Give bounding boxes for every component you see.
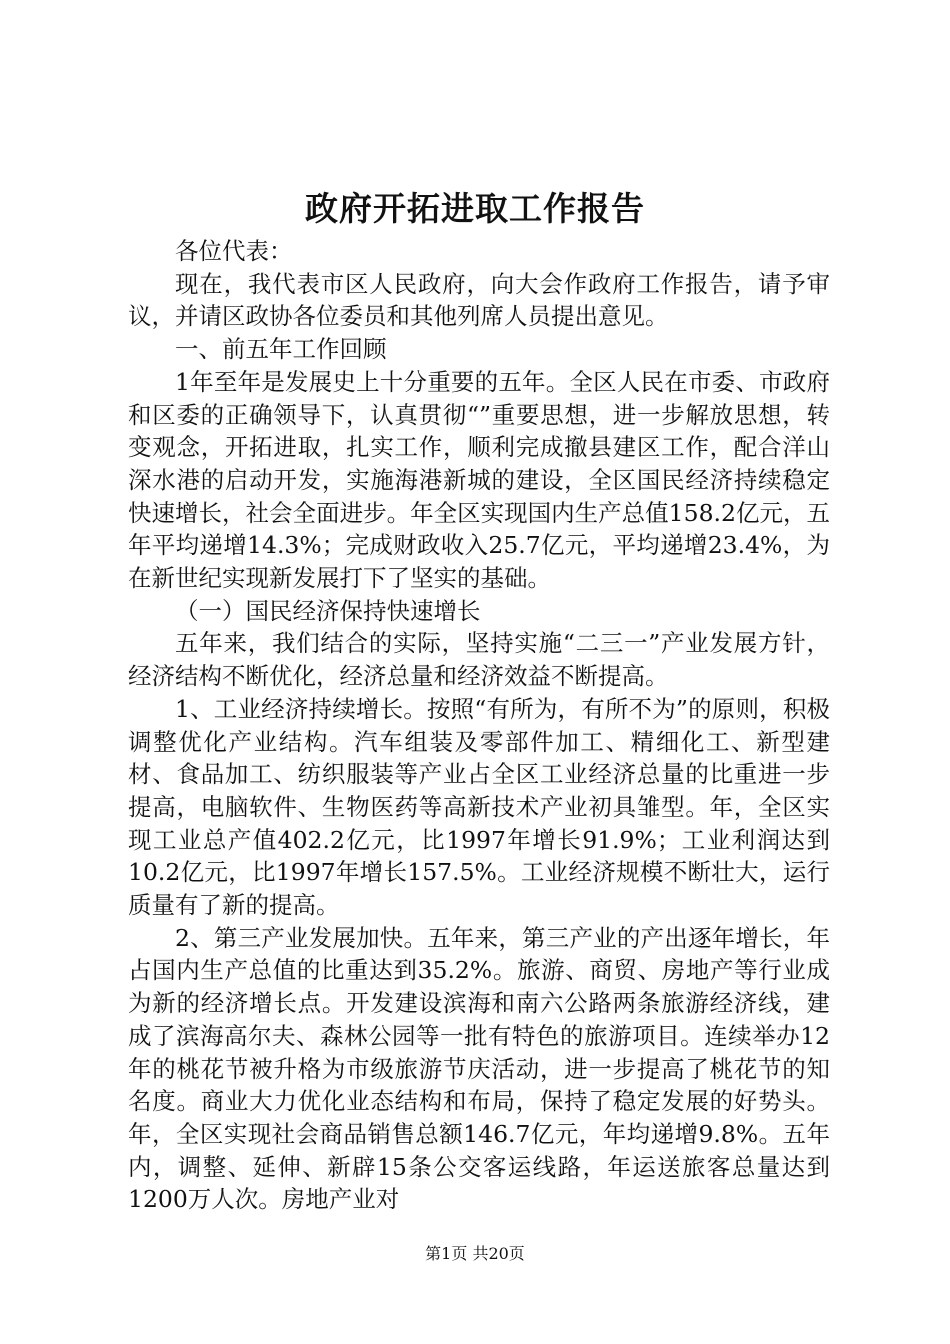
paragraph: 1年至年是发展史上十分重要的五年。全区人民在市委、市政府和区委的正确领导下，认真贯彻“”重要思想，进一步解放思想，转变观念，开拓进取，扎实工作，顺利完成撤县建区工作，配合洋山深水港的启动开发，实施海港新城的建设，全区国民经济持续稳定快速增长，社会全面进步。年全区实现国内生产总值158.2亿元，五年平均递增14.3%；完成财政收入25.7亿元，平均递增23.4%，为在新世纪实现新发展打下了坚实的基础。: [128, 367, 830, 593]
subsection-heading: （一）国民经济保持快速增长: [175, 596, 481, 625]
section-heading: 一、前五年工作回顾: [175, 335, 387, 364]
page-number-footer: 第1页 共20页: [425, 1244, 525, 1263]
document-body: [128, 235, 830, 1216]
paragraph: 2、第三产业发展加快。五年来，第三产业的产出逐年增长，年占国内生产总值的比重达到35.2%。旅游、商贸、房地产等行业成为新的经济增长点。开发建设滨海和南六公路两条旅游经济线，建成了滨海高尔夫、森林公园等一批有特色的旅游项目。连续举办12年的桃花节被升格为市级旅游节庆活动，进一步提高了桃花节的知名度。商业大力优化业态结构和布局，保持了稳定发展的好势头。年，全区实现社会商品销售总额146.7亿元，年均递增9.8%。五年内，调整、延伸、新辟15条公交客运线路，年运送旅客总量达到1200万人次。房地产业对: [128, 923, 830, 1214]
paragraph: 1、工业经济持续增长。按照“有所为，有所不为”的原则，积极调整优化产业结构。汽车组装及零部件加工、精细化工、新型建材、食品加工、纺织服装等产业占全区工业经济总量的比重进一步提高，电脑软件、生物医药等高新技术产业初具雏型。年，全区实现工业总产值402.2亿元，比1997年增长91.9%；工业利润达到10.2亿元，比1997年增长157.5%。工业经济规模不断壮大，运行质量有了新的提高。: [128, 694, 830, 920]
paragraph: 五年来，我们结合的实际，坚持实施“二三一”产业发展方针，经济结构不断优化，经济总量和经济效益不断提高。: [128, 629, 830, 691]
document-title: 政府开拓进取工作报告: [305, 189, 645, 228]
salutation: 各位代表：: [175, 237, 293, 265]
paragraph: 现在，我代表市区人民政府，向大会作政府工作报告，请予审议，并请区政协各位委员和其他列席人员提出意见。: [128, 269, 830, 331]
